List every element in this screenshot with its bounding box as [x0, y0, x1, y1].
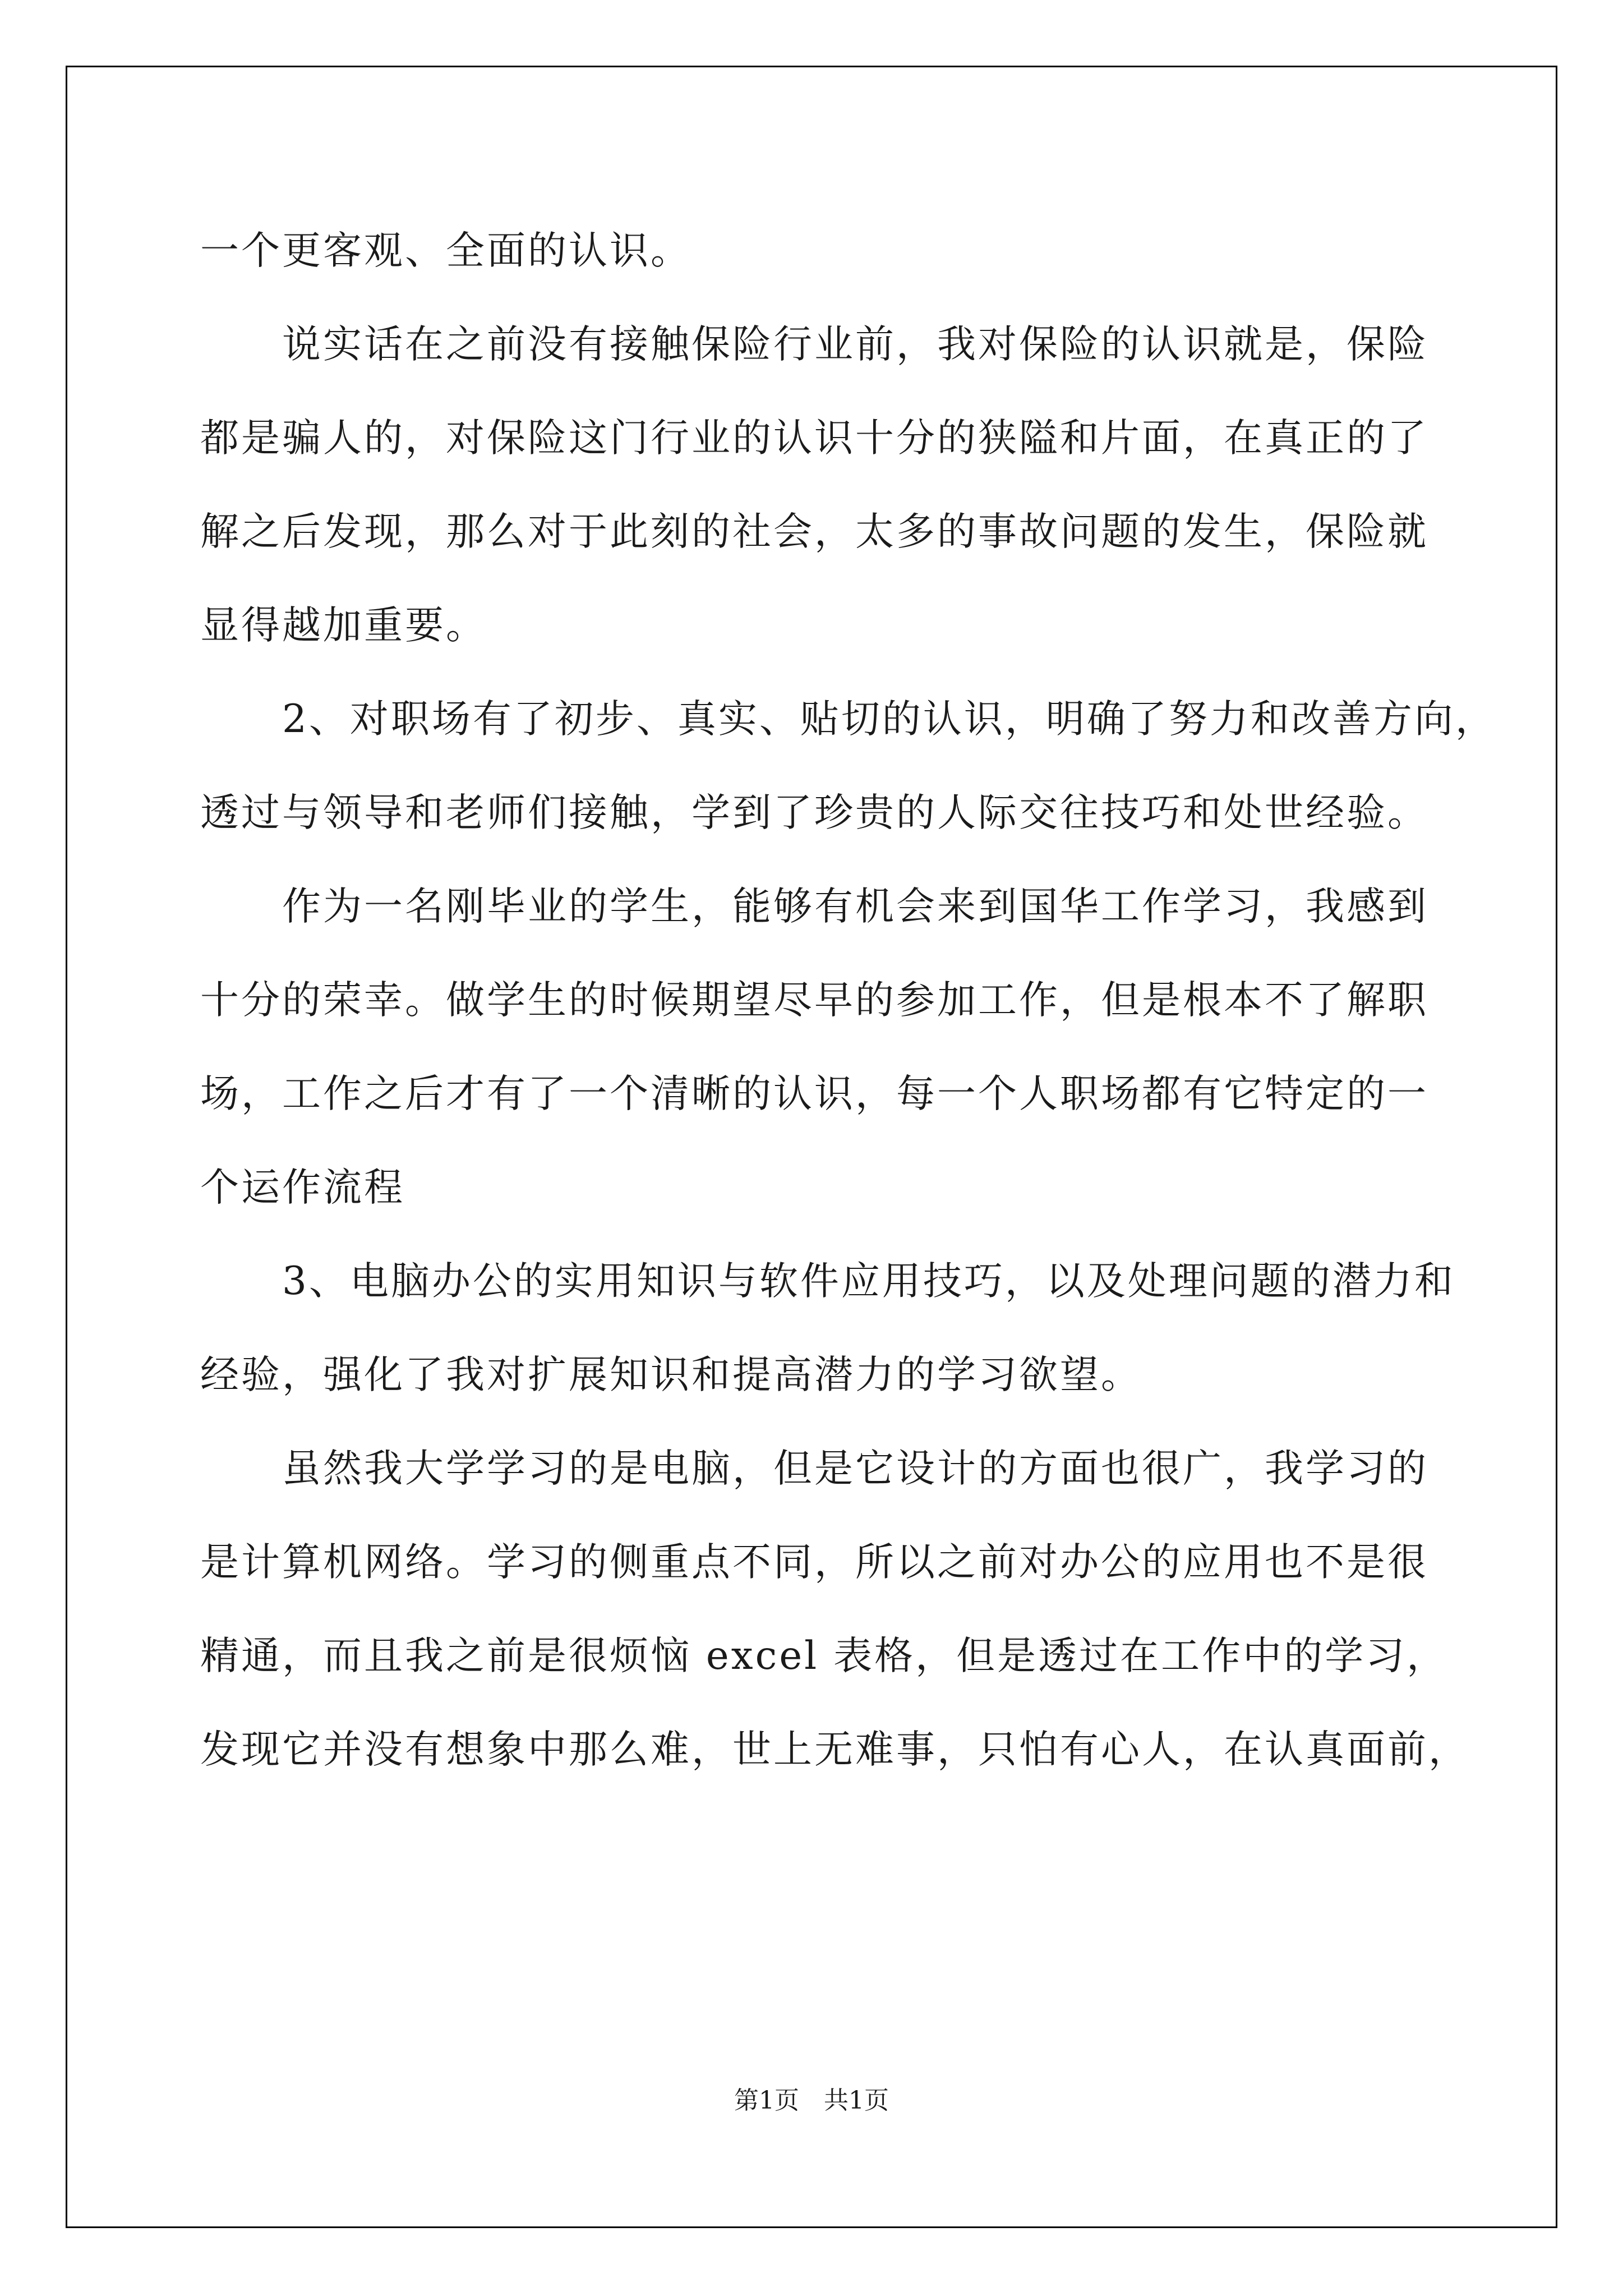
text-line: 作为一名刚毕业的学生，能够有机会来到国华工作学习，我感到	[200, 884, 1428, 929]
text-line: 个运作流程	[200, 1165, 405, 1210]
text-line: 场，工作之后才有了一个清晰的认识，每一个人职场都有它特定的一	[200, 1071, 1428, 1116]
text-line: 3、电脑办公的实用知识与软件应用技巧，以及处理问题的潜力和	[200, 1259, 1455, 1304]
text-line: 解之后发现，那么对于此刻的社会，太多的事故问题的发生，保险就	[200, 509, 1428, 554]
document-body	[200, 204, 1496, 1797]
text-line: 说实话在之前没有接触保险行业前，我对保险的认识就是，保险	[200, 322, 1428, 367]
text-line: 是计算机网络。学习的侧重点不同，所以之前对办公的应用也不是很	[200, 1540, 1428, 1585]
text-line: 都是骗人的，对保险这门行业的认识十分的狭隘和片面，在真正的了	[200, 416, 1428, 461]
text-line: 显得越加重要。	[200, 603, 487, 648]
text-line: 经验，强化了我对扩展知识和提高潜力的学习欲望。	[200, 1352, 1142, 1397]
text-line: 透过与领导和老师们接触，学到了珍贵的人际交往技巧和处世经验。	[200, 790, 1428, 835]
text-line: 十分的荣幸。做学生的时候期望尽早的参加工作，但是根本不了解职	[200, 978, 1428, 1023]
text-line: 一个更客观、全面的认识。	[200, 228, 691, 273]
page-footer: 第1页 共1页	[734, 2086, 889, 2115]
text-line: 2、对职场有了初步、真实、贴切的认识，明确了努力和改善方向，	[200, 697, 1496, 742]
text-line: 发现它并没有想象中那么难，世上无难事，只怕有心人，在认真面前，	[200, 1727, 1469, 1772]
text-line: 虽然我大学学习的是电脑，但是它设计的方面也很广，我学习的	[200, 1446, 1428, 1491]
text-line: 精通，而且我之前是很烦恼 excel 表格，但是透过在工作中的学习，	[200, 1634, 1448, 1678]
